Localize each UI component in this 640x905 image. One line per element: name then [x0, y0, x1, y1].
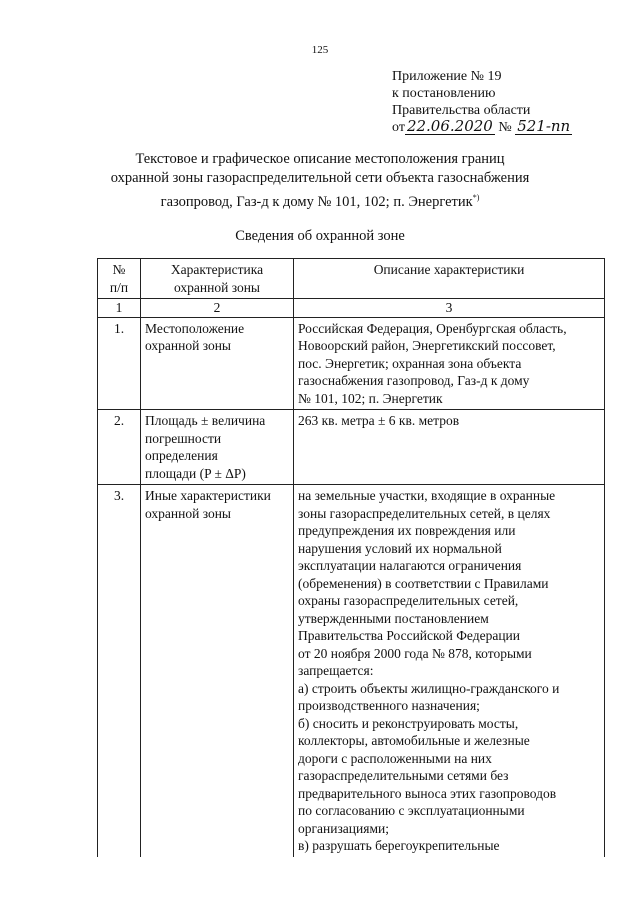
header-description: Описание характеристики — [294, 259, 605, 299]
title-line-3: газопровод, Газ-д к дому № 101, 102; п. Энергетик*) — [160, 193, 480, 210]
row-number: 3. — [98, 485, 141, 857]
from-prefix: от — [392, 120, 405, 135]
row-description: 263 кв. метра ± 6 кв. метров — [294, 410, 605, 485]
column-number-row — [98, 299, 605, 318]
page-number: 125 — [311, 44, 329, 56]
col-number-3: 3 — [294, 299, 605, 318]
title-line-1: Текстовое и графическое описание местоположения границ — [135, 151, 505, 167]
section-subtitle: Сведения об охранной зоне — [235, 228, 405, 244]
number-prefix: № — [498, 120, 512, 135]
title-line-2: охранной зоны газораспределительной сети объекта газоснабжения — [110, 170, 530, 186]
zone-info-table — [97, 258, 605, 857]
document-title — [60, 150, 580, 212]
handwritten-number: 521-пп — [517, 117, 571, 135]
row-description: на земельные участки, входящие в охранные зоны газораспределительных сетей, в целях предупреждения их повреждения или нарушения условий их нормальной эксплуатации налагаются ограничения (обременения) в соответствии с Правилами охраны газораспределительных сетей, утвержденными постановлением Правительства Российской Федерации от 20 ноября 2000 года № 878, которыми запрещается: а) строить объекты жилищно-гражданского и производственного назначения; б) сносить и реконструировать мосты, коллекторы, автомобильные и железные дороги с расположенными на них газораспределительными сетями без предварительного выноса этих газопроводов по согласованию с эксплуатационными организациями; в) разрушать берегоукрепительные — [294, 485, 605, 857]
row-characteristic: Площадь ± величина погрешности определения площади (P ± ΔP) — [141, 410, 294, 485]
row-characteristic: Местоположение охранной зоны — [141, 317, 294, 410]
table-row — [98, 317, 605, 410]
col-number-1: 1 — [98, 299, 141, 318]
header-characteristic: Характеристика охранной зоны — [141, 259, 294, 299]
appendix-line-2: к постановлению — [392, 86, 496, 101]
row-number: 2. — [98, 410, 141, 485]
appendix-date-line — [392, 119, 572, 136]
header-number: № п/п — [98, 259, 141, 299]
table-row — [98, 485, 605, 857]
appendix-line-1: Приложение № 19 — [392, 69, 502, 84]
table-row — [98, 410, 605, 485]
appendix-block — [392, 68, 572, 136]
table-header-row — [98, 259, 605, 299]
row-characteristic: Иные характеристики охранной зоны — [141, 485, 294, 857]
row-number: 1. — [98, 317, 141, 410]
row-description: Российская Федерация, Оренбургская область, Новоорский район, Энергетикский поссовет, пос. Энергетик; охранная зона объекта газоснабжения газопровод, Газ-д к дому № 101, 102; п. Энергетик — [294, 317, 605, 410]
handwritten-date: 22.06.2020 — [406, 117, 493, 135]
col-number-2: 2 — [141, 299, 294, 318]
appendix-line-3: Правительства области — [392, 103, 531, 118]
footnote-mark: *) — [472, 193, 480, 202]
